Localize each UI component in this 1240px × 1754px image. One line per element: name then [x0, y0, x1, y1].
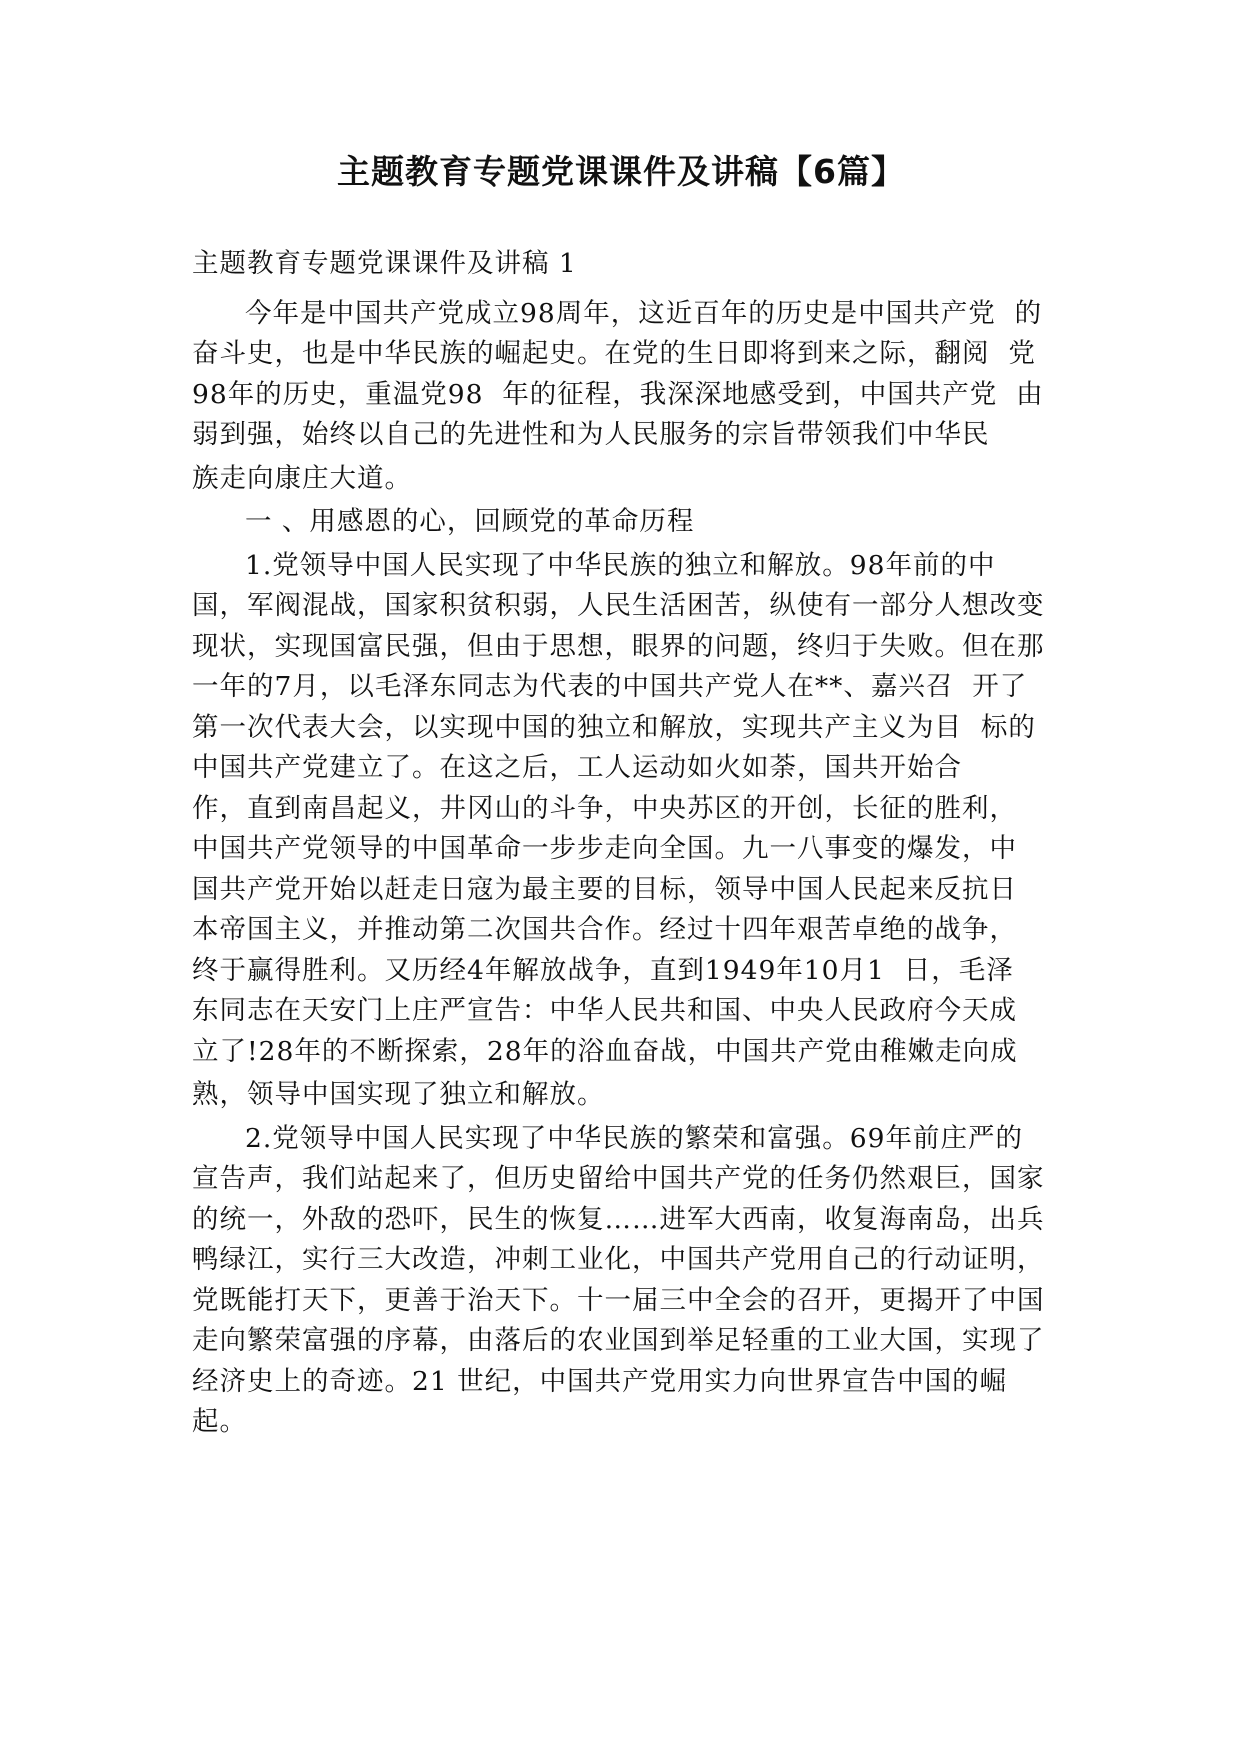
- paragraph-intro: 今年是中国共产党成立98周年，这近百年的历史是中国共产党 的奋斗史，也是中华民族的崛起史。在党的生日即将到来之际，翻阅 党98年的历史，重温党98 年的征程，我深深地感受到，中国共产党 由弱到强，始终以自己的先进性和为人民服务的宗旨带领我们中华民: [192, 297, 1044, 450]
- document-body: [192, 244, 1055, 1443]
- paragraph-point-two: 2.党领导中国人民实现了中华民族的繁荣和富强。69年前庄严的宣告声，我们站起来了，但历史留给中国共产党的任务仍然艰巨，国家的统一，外敌的恐吓，民生的恢复……进军大西南，收复海南岛，出兵鸭绿江，实行三大改造，冲刺工业化，中国共产党用自己的行动证明，党既能打天下，更善于治天下。十一届三中全会的召开，更揭开了中国走向繁荣富强的序幕，由落后的农业国到举足轻重的工业大国，实现了经济史上的奇迹。21 世纪，中国共产党用实力向世界宣告中国的崛起。: [192, 1122, 1045, 1437]
- document-title: 主题教育专题党课课件及讲稿【6篇】: [337, 152, 905, 191]
- section-label: 主题教育专题党课课件及讲稿 1: [192, 248, 577, 279]
- heading-section-one: 一 、用感恩的心，回顾党的革命历程: [245, 506, 695, 537]
- paragraph-point-one: 1.党领导中国人民实现了中华民族的独立和解放。98年前的中国，军阀混战，国家积贫积弱，人民生活困苦，纵使有一部分人想改变现状，实现国富民强，但由于思想，眼界的问题，终归于失败。但在那一年的7月，以毛泽东同志为代表的中国共产党人在**、嘉兴召 开了第一次代表大会，以实现中国的独立和解放，实现共产主义为目 标的中国共产党建立了。在这之后，工人运动如火如荼，国共开始合 作，直到南昌起义，井冈山的斗争，中央苏区的开创，长征的胜利， 中国共产党领导的中国革命一步步走向全国。九一八事变的爆发，中 国共产党开始以赶走日寇为最主要的目标，领导中国人民起来反抗日 本帝国主义，并推动第二次国共合作。经过十四年艰苦卓绝的战争， 终于赢得胜利。又历经4年解放战争，直到1949年10月1 日，毛泽 东同志在天安门上庄严宣告：中华人民共和国、中央人民政府今天成 立了!28年的不断探索，28年的浴血奋战，中国共产党由稚嫩走向成: [192, 549, 1055, 1067]
- paragraph-intro-end: 族走向康庄大道。: [192, 462, 412, 494]
- paragraph-point-one-end: 熟，领导中国实现了独立和解放。: [192, 1079, 605, 1110]
